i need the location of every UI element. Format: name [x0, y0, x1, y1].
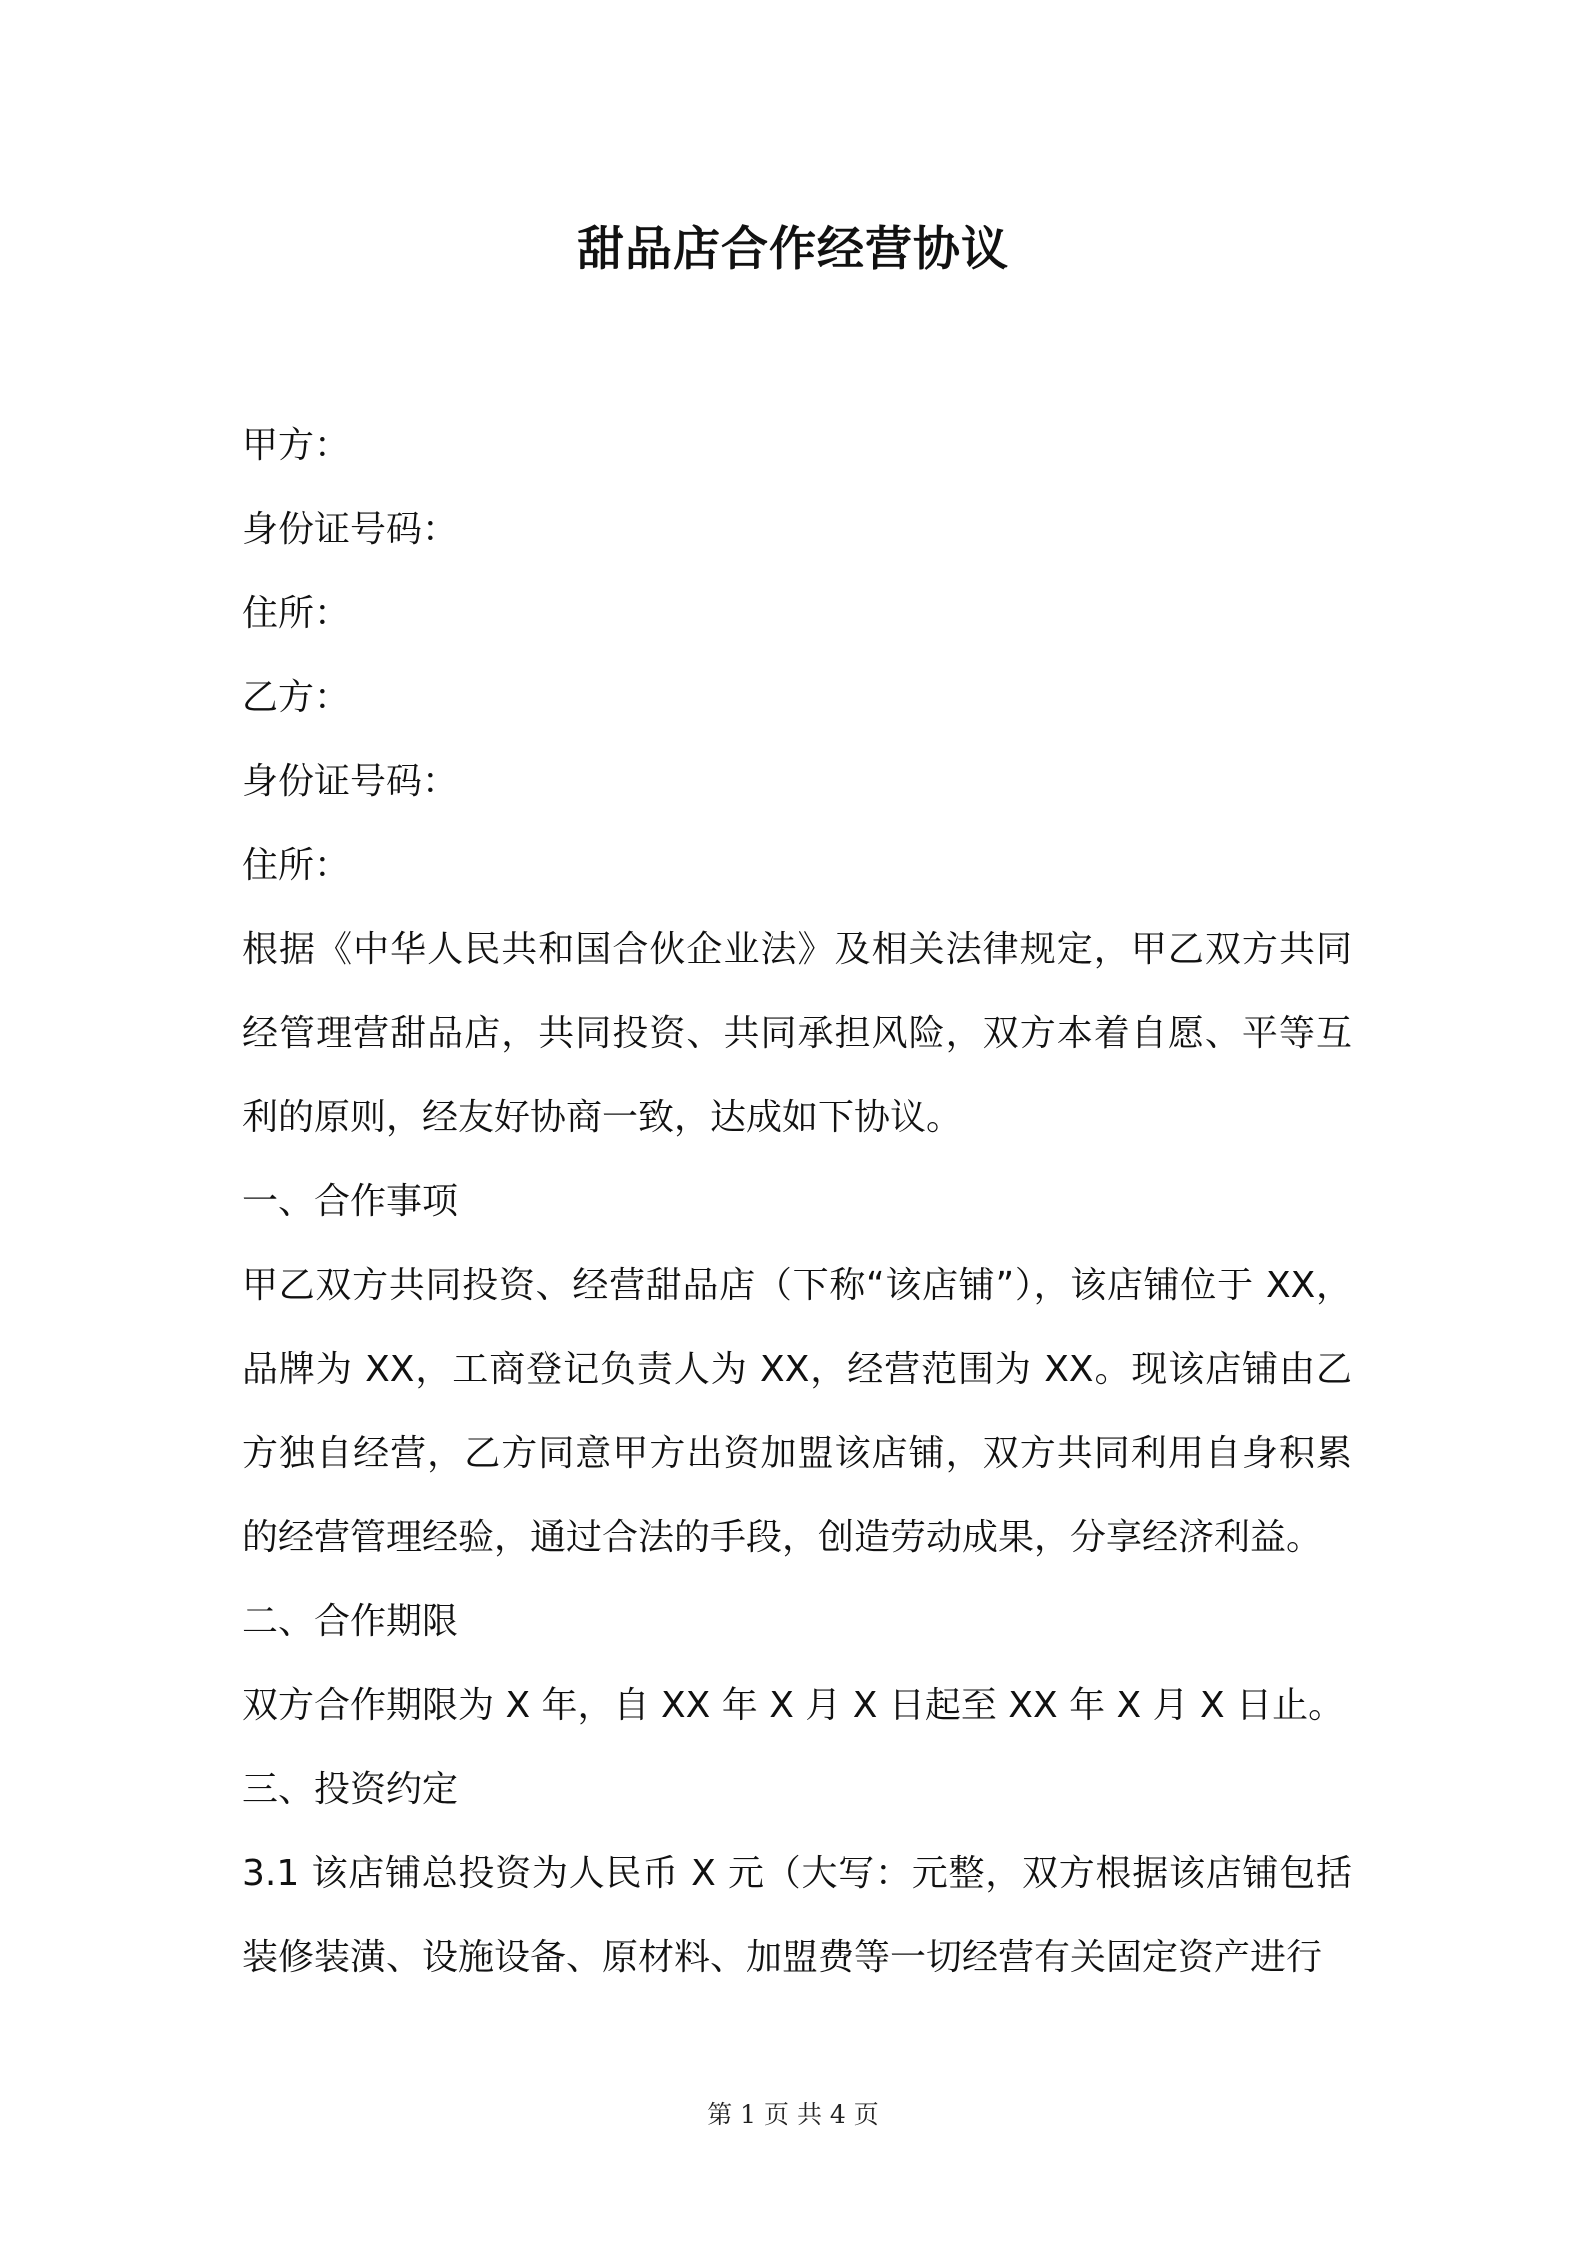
section-heading-cooperation-matters: 一、合作事项 — [242, 1181, 459, 1222]
party-a-address-label: 住所： — [242, 593, 351, 634]
party-a-id-label: 身份证号码： — [242, 509, 459, 550]
section-text-investment: 3.1 该店铺总投资为人民币 X 元（大写：元整，双方根据该店铺包括装修装潢、设施设备、原材料、加盟费等一切经营有关固定资产进行 — [242, 1853, 1352, 1978]
document-title: 甜品店合作经营协议 — [577, 222, 1009, 277]
section-text-cooperation-term: 双方合作期限为 X 年，自 XX 年 X 月 X 日起至 XX 年 X 月 X 日止。 — [242, 1685, 1345, 1726]
page-number-footer: 第 1 页 共 4 页 — [707, 2100, 879, 2129]
section-heading-cooperation-term: 二、合作期限 — [242, 1601, 459, 1642]
section-text-cooperation-matters: 甲乙双方共同投资、经营甜品店（下称“该店铺”），该店铺位于 XX，品牌为 XX，工商登记负责人为 XX，经营范围为 XX。现该店铺由乙方独自经营，乙方同意甲方出资加盟该店铺，双方共同利用自身积累的经营管理经验，通过合法的手段，创造劳动成果，分享经济利益。 — [242, 1265, 1352, 1558]
preamble-paragraph: 根据《中华人民共和国合伙企业法》及相关法律规定，甲乙双方共同经管理营甜品店，共同投资、共同承担风险，双方本着自愿、平等互利的原则，经友好协商一致，达成如下协议。 — [242, 929, 1352, 1138]
section-heading-investment: 三、投资约定 — [242, 1769, 459, 1810]
party-b-id-label: 身份证号码： — [242, 761, 459, 802]
document-body — [242, 404, 1352, 2000]
party-b-address-label: 住所： — [242, 845, 351, 886]
party-b-name-label: 乙方： — [242, 677, 351, 718]
party-a-name-label: 甲方： — [242, 425, 351, 466]
